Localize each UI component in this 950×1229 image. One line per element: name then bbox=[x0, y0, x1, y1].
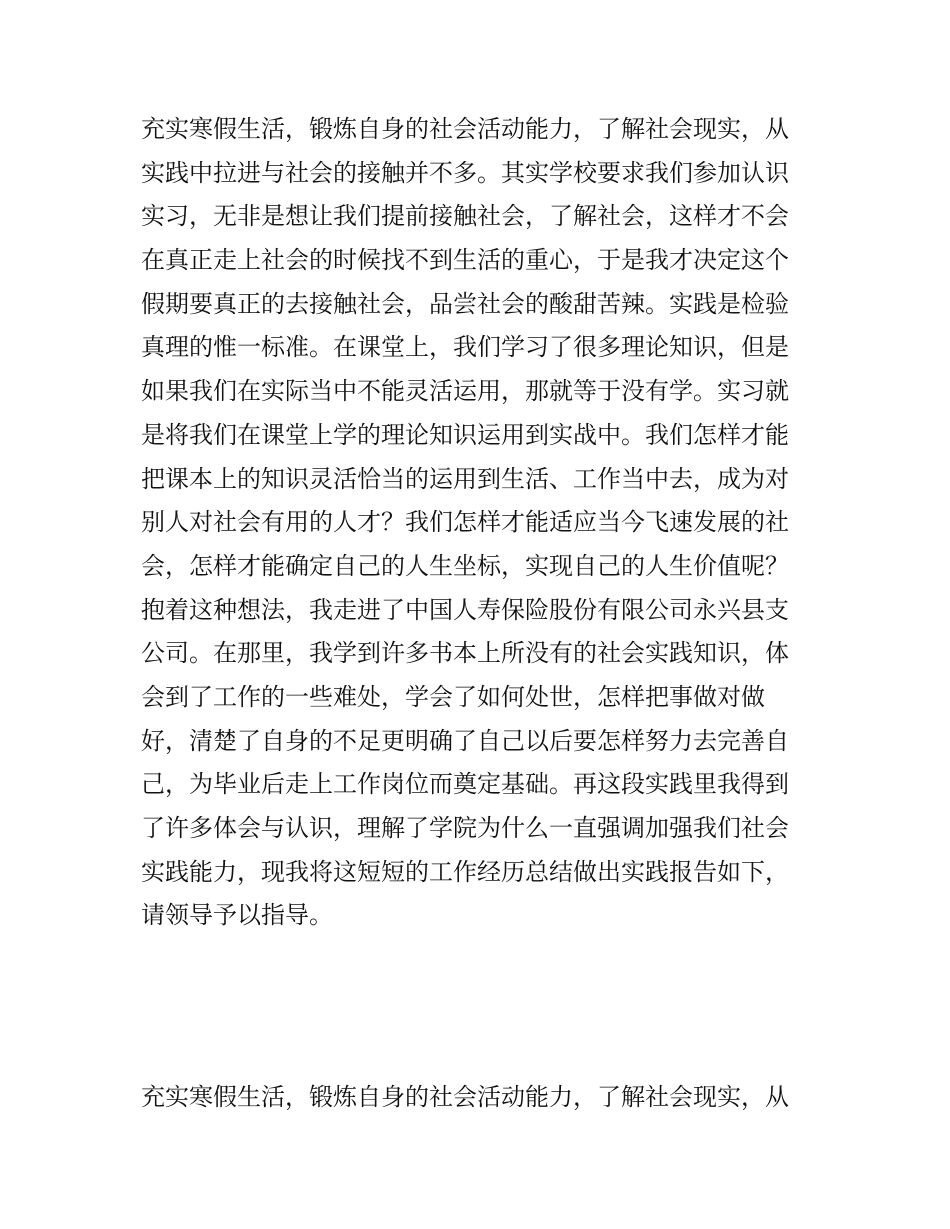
text-line: 了许多体会与认识，理解了学院为什么一直强调加强我们社会 bbox=[141, 814, 789, 842]
text-line: 别人对社会有用的人才？我们怎样才能适应当今飞速发展的社 bbox=[141, 508, 789, 537]
text-line: 请领导予以指导。 bbox=[141, 901, 333, 930]
text-line: 真理的惟一标准。在课堂上，我们学习了很多理论知识，但是 bbox=[141, 333, 789, 362]
text-line: 会到了工作的一些难处，学会了如何处世，怎样把事做对做 bbox=[141, 682, 765, 711]
text-line: 公司。在那里，我学到许多书本上所没有的社会实践知识，体 bbox=[141, 639, 789, 668]
text-line: 己，为毕业后走上工作岗位而奠定基础。再这段实践里我得到 bbox=[141, 770, 789, 799]
paragraph bbox=[141, 108, 821, 938]
text-line: 实习，无非是想让我们提前接触社会，了解社会，这样才不会 bbox=[141, 202, 789, 231]
text-line: 假期要真正的去接触社会，品尝社会的酸甜苦辣。实践是检验 bbox=[141, 289, 789, 318]
text-line: 会，怎样才能确定自己的人生坐标，实现自己的人生价值呢？ bbox=[141, 551, 789, 580]
text-line: 是将我们在课堂上学的理论知识运用到实战中。我们怎样才能 bbox=[141, 420, 789, 449]
text-line: 抱着这种想法，我走进了中国人寿保险股份有限公司永兴县支 bbox=[141, 595, 789, 624]
text-line: 好，清楚了自身的不足更明确了自己以后要怎样努力去完善自 bbox=[141, 726, 789, 755]
text-line: 实践能力，现我将这短短的工作经历总结做出实践报告如下， bbox=[141, 857, 789, 886]
text-line: 充实寒假生活，锻炼自身的社会活动能力，了解社会现实，从 bbox=[141, 1083, 789, 1111]
text-line: 如果我们在实际当中不能灵活运用，那就等于没有学。实习就 bbox=[141, 377, 789, 406]
text-line: 把课本上的知识灵活恰当的运用到生活、工作当中去，成为对 bbox=[141, 464, 789, 493]
text-line: 充实寒假生活，锻炼自身的社会活动能力，了解社会现实，从 bbox=[141, 115, 789, 143]
text-line: 实践中拉进与社会的接触并不多。其实学校要求我们参加认识 bbox=[141, 158, 789, 187]
paragraph bbox=[141, 1076, 821, 1120]
text-line: 在真正走上社会的时候找不到生活的重心，于是我才决定这个 bbox=[141, 246, 789, 275]
